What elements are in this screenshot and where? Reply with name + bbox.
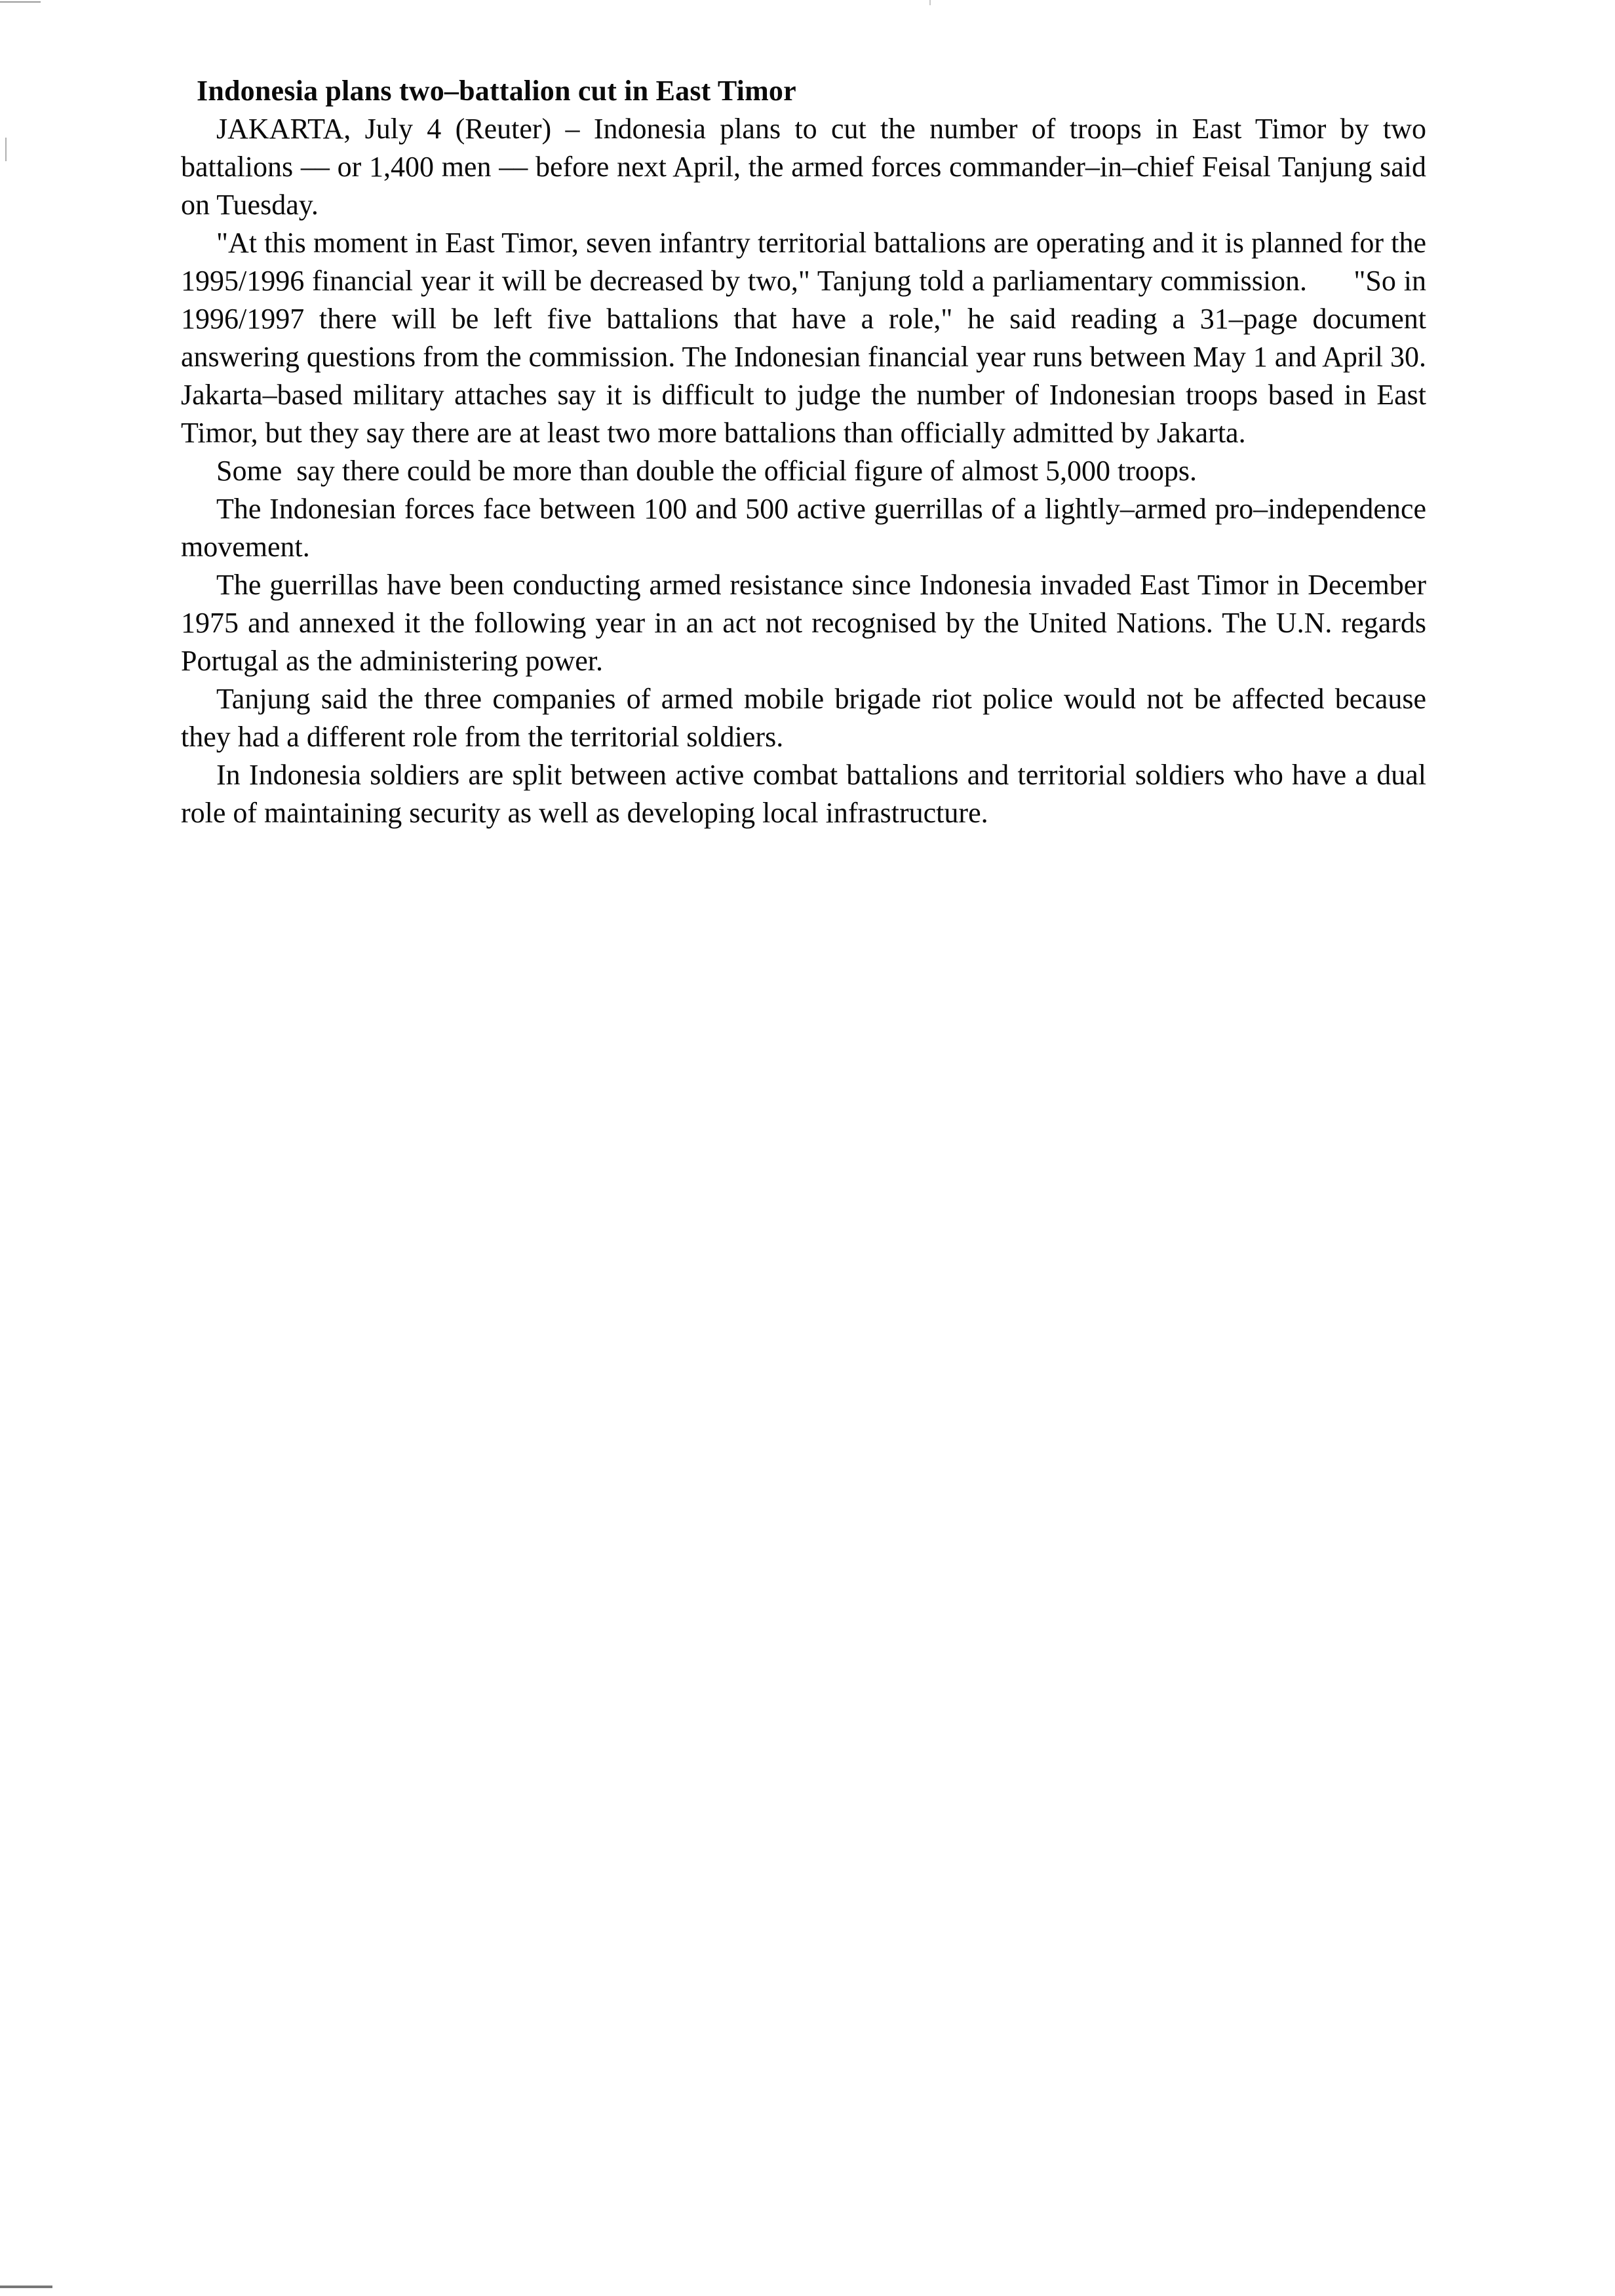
article-paragraph: Tanjung said the three companies of armed mobile brigade riot police would not be affected because they had a different role from the territorial soldiers. bbox=[181, 683, 1426, 753]
news-article bbox=[181, 72, 1469, 832]
scan-edge-mark bbox=[0, 2286, 52, 2288]
scan-edge-mark bbox=[0, 1, 41, 3]
article-paragraph: Some say there could be more than double the official figure of almost 5,000 troops. bbox=[216, 455, 1197, 487]
article-headline: Indonesia plans two–battalion cut in East Timor bbox=[197, 75, 796, 107]
article-paragraph: The Indonesian forces face between 100 and 500 active guerrillas of a lightly–armed pro–independence movement. bbox=[181, 493, 1426, 563]
scan-edge-mark bbox=[929, 0, 931, 5]
article-paragraph: JAKARTA, July 4 (Reuter) – Indonesia plans to cut the number of troops in East Timor by two battalions –– or 1,400 men –– before next April, the armed forces commander–in–chief Feisal Tanjung said on Tuesday. bbox=[181, 113, 1426, 221]
article-paragraph: In Indonesia soldiers are split between active combat battalions and territorial soldiers who have a dual role of maintaining security as well as developing local infrastructure. bbox=[181, 759, 1426, 829]
article-paragraph: The guerrillas have been conducting armed resistance since Indonesia invaded East Timor in December 1975 and annexed it the following year in an act not recognised by the United Nations. The U.N. regards Portugal as the administering power. bbox=[181, 569, 1426, 677]
article-paragraph: "At this moment in East Timor, seven infantry territorial battalions are operating and it is planned for the 1995/1996 financial year it will be decreased by two," Tanjung told a parliamentary commission. "So in 1996/1997 there will be left five battalions that have a role," he said reading a 31–page document answering questions from the commission. The Indonesian financial year runs between May 1 and April 30. Jakarta–based military attaches say it is difficult to judge the number of Indonesian troops based in East Timor, but they say there are at least two more battalions than officially admitted by Jakarta. bbox=[181, 227, 1469, 449]
scan-edge-mark bbox=[5, 138, 7, 161]
